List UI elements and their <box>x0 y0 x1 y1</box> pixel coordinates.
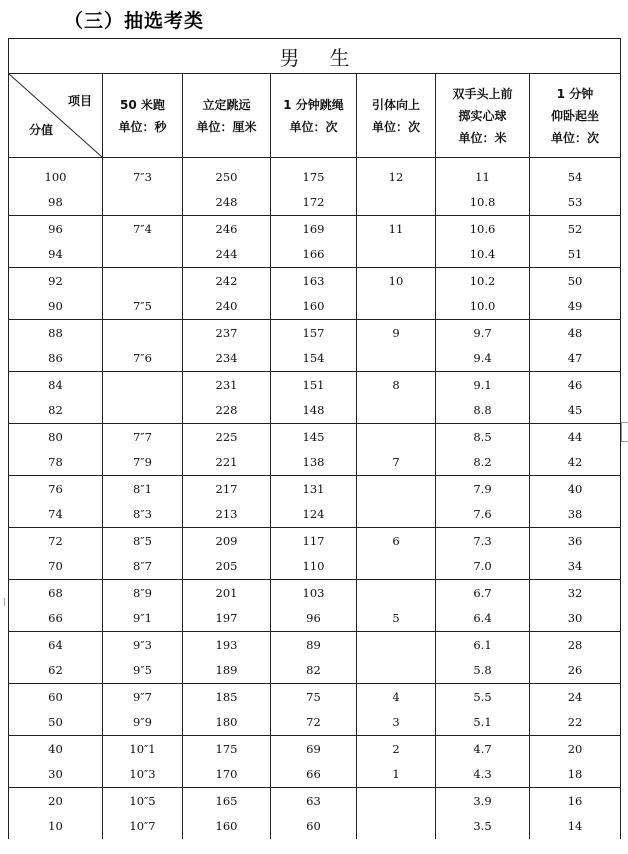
value-cell: 175 <box>271 164 357 190</box>
column-header-line: 单位：次 <box>289 119 338 134</box>
value-cell: 117 <box>271 528 357 554</box>
table-row <box>9 528 621 554</box>
table-row <box>9 684 621 710</box>
value-cell: 3 <box>357 710 436 736</box>
column-header-line: 双手头上前 <box>452 86 513 101</box>
value-cell: 189 <box>183 658 271 684</box>
value-cell: 124 <box>271 502 357 528</box>
value-cell: 209 <box>183 528 271 554</box>
value-cell: 8.5 <box>436 424 530 450</box>
score-cell: 50 <box>9 710 103 736</box>
value-cell <box>357 814 436 840</box>
value-cell: 12 <box>357 164 436 190</box>
value-cell: 8″9 <box>103 580 183 606</box>
value-cell <box>357 658 436 684</box>
value-cell: 4.3 <box>436 762 530 788</box>
value-cell: 10″1 <box>103 736 183 762</box>
value-cell: 32 <box>530 580 621 606</box>
score-cell: 88 <box>9 320 103 346</box>
column-header <box>271 74 357 158</box>
value-cell: 51 <box>530 242 621 268</box>
column-header-line: 单位：米 <box>458 130 507 145</box>
score-cell: 84 <box>9 372 103 398</box>
value-cell: 10″5 <box>103 788 183 814</box>
value-cell: 8″7 <box>103 554 183 580</box>
score-cell: 94 <box>9 242 103 268</box>
value-cell: 157 <box>271 320 357 346</box>
value-cell: 6 <box>357 528 436 554</box>
value-cell: 10.4 <box>436 242 530 268</box>
value-cell: 217 <box>183 476 271 502</box>
value-cell: 11 <box>357 216 436 242</box>
value-cell: 250 <box>183 164 271 190</box>
value-cell: 154 <box>271 346 357 372</box>
table-row <box>9 398 621 424</box>
table-row <box>9 320 621 346</box>
score-cell: 70 <box>9 554 103 580</box>
value-cell <box>103 398 183 424</box>
value-cell: 2 <box>357 736 436 762</box>
value-cell: 14 <box>530 814 621 840</box>
score-cell: 80 <box>9 424 103 450</box>
value-cell: 3.5 <box>436 814 530 840</box>
value-cell: 165 <box>183 788 271 814</box>
value-cell <box>357 242 436 268</box>
score-cell: 64 <box>9 632 103 658</box>
value-cell <box>103 320 183 346</box>
value-cell: 228 <box>183 398 271 424</box>
value-cell: 9″7 <box>103 684 183 710</box>
value-cell: 36 <box>530 528 621 554</box>
value-cell: 9″5 <box>103 658 183 684</box>
value-cell: 8″1 <box>103 476 183 502</box>
value-cell: 11 <box>436 164 530 190</box>
scoring-table <box>8 38 621 839</box>
value-cell: 9.1 <box>436 372 530 398</box>
value-cell: 240 <box>183 294 271 320</box>
column-header-line: 掷实心球 <box>458 108 507 123</box>
value-cell: 53 <box>530 190 621 216</box>
value-cell: 197 <box>183 606 271 632</box>
score-cell: 74 <box>9 502 103 528</box>
table-row <box>9 658 621 684</box>
table-row <box>9 424 621 450</box>
value-cell: 7″4 <box>103 216 183 242</box>
value-cell: 44 <box>530 424 621 450</box>
value-cell <box>357 190 436 216</box>
value-cell <box>103 372 183 398</box>
table-row <box>9 814 621 840</box>
value-cell <box>357 294 436 320</box>
score-cell: 90 <box>9 294 103 320</box>
column-header-line: 单位：厘米 <box>196 119 257 134</box>
value-cell: 170 <box>183 762 271 788</box>
column-header-line: 1 分钟跳绳 <box>283 97 344 112</box>
value-cell: 9.7 <box>436 320 530 346</box>
value-cell: 89 <box>271 632 357 658</box>
value-cell: 231 <box>183 372 271 398</box>
score-cell: 60 <box>9 684 103 710</box>
value-cell: 42 <box>530 450 621 476</box>
value-cell: 22 <box>530 710 621 736</box>
value-cell: 3.9 <box>436 788 530 814</box>
table-row <box>9 554 621 580</box>
value-cell: 234 <box>183 346 271 372</box>
value-cell: 1 <box>357 762 436 788</box>
gender-header-row <box>9 39 621 74</box>
value-cell: 185 <box>183 684 271 710</box>
value-cell: 151 <box>271 372 357 398</box>
corner-label-item: 项目 <box>67 94 92 108</box>
table-row <box>9 788 621 814</box>
section-title: （三）抽选考类 <box>64 10 205 32</box>
gender-title: 男生 <box>9 39 621 74</box>
value-cell: 9″9 <box>103 710 183 736</box>
score-cell: 68 <box>9 580 103 606</box>
table-row <box>9 632 621 658</box>
score-cell: 62 <box>9 658 103 684</box>
value-cell: 7″6 <box>103 346 183 372</box>
value-cell <box>357 502 436 528</box>
value-cell: 10.8 <box>436 190 530 216</box>
score-cell: 92 <box>9 268 103 294</box>
table-row <box>9 190 621 216</box>
value-cell: 7″3 <box>103 164 183 190</box>
column-header <box>103 74 183 158</box>
scoring-table-container <box>8 38 620 839</box>
column-header <box>357 74 436 158</box>
value-cell: 46 <box>530 372 621 398</box>
score-cell: 20 <box>9 788 103 814</box>
value-cell: 28 <box>530 632 621 658</box>
value-cell: 10.2 <box>436 268 530 294</box>
table-row <box>9 294 621 320</box>
value-cell: 4.7 <box>436 736 530 762</box>
value-cell: 45 <box>530 398 621 424</box>
value-cell: 47 <box>530 346 621 372</box>
value-cell: 10.0 <box>436 294 530 320</box>
table-row <box>9 762 621 788</box>
score-cell: 72 <box>9 528 103 554</box>
column-header <box>436 74 530 158</box>
corner-label-score: 分值 <box>29 123 54 137</box>
value-cell: 10″7 <box>103 814 183 840</box>
score-cell: 76 <box>9 476 103 502</box>
value-cell: 5 <box>357 606 436 632</box>
value-cell: 9 <box>357 320 436 346</box>
value-cell: 69 <box>271 736 357 762</box>
page-edge-mark-left <box>0 598 5 606</box>
score-cell: 78 <box>9 450 103 476</box>
value-cell: 4 <box>357 684 436 710</box>
value-cell: 75 <box>271 684 357 710</box>
value-cell: 193 <box>183 632 271 658</box>
value-cell <box>357 346 436 372</box>
value-cell: 52 <box>530 216 621 242</box>
value-cell: 145 <box>271 424 357 450</box>
column-header-line: 仰卧起坐 <box>551 108 600 123</box>
value-cell: 60 <box>271 814 357 840</box>
value-cell: 10.6 <box>436 216 530 242</box>
page-edge-mark <box>621 422 628 442</box>
value-cell: 82 <box>271 658 357 684</box>
value-cell: 7.3 <box>436 528 530 554</box>
value-cell: 9″3 <box>103 632 183 658</box>
value-cell: 213 <box>183 502 271 528</box>
table-row <box>9 216 621 242</box>
value-cell: 148 <box>271 398 357 424</box>
score-cell: 96 <box>9 216 103 242</box>
value-cell: 7 <box>357 450 436 476</box>
table-row <box>9 372 621 398</box>
score-cell: 10 <box>9 814 103 840</box>
value-cell: 9.4 <box>436 346 530 372</box>
value-cell <box>103 268 183 294</box>
column-header-line: 1 分钟 <box>556 86 594 101</box>
value-cell: 6.7 <box>436 580 530 606</box>
value-cell: 50 <box>530 268 621 294</box>
value-cell: 172 <box>271 190 357 216</box>
value-cell: 26 <box>530 658 621 684</box>
value-cell: 7″5 <box>103 294 183 320</box>
score-cell: 66 <box>9 606 103 632</box>
table-row <box>9 242 621 268</box>
score-cell: 82 <box>9 398 103 424</box>
table-row <box>9 450 621 476</box>
value-cell: 16 <box>530 788 621 814</box>
table-row <box>9 476 621 502</box>
value-cell: 66 <box>271 762 357 788</box>
value-cell: 160 <box>183 814 271 840</box>
value-cell: 38 <box>530 502 621 528</box>
value-cell: 110 <box>271 554 357 580</box>
value-cell: 5.8 <box>436 658 530 684</box>
value-cell: 20 <box>530 736 621 762</box>
value-cell <box>357 398 436 424</box>
value-cell <box>357 476 436 502</box>
value-cell <box>357 632 436 658</box>
score-cell: 86 <box>9 346 103 372</box>
value-cell: 7″9 <box>103 450 183 476</box>
value-cell: 6.4 <box>436 606 530 632</box>
table-row <box>9 164 621 190</box>
value-cell: 166 <box>271 242 357 268</box>
table-row <box>9 268 621 294</box>
value-cell: 10″3 <box>103 762 183 788</box>
value-cell: 5.1 <box>436 710 530 736</box>
value-cell: 244 <box>183 242 271 268</box>
value-cell: 18 <box>530 762 621 788</box>
value-cell: 103 <box>271 580 357 606</box>
table-row <box>9 710 621 736</box>
value-cell: 8.8 <box>436 398 530 424</box>
table-row <box>9 606 621 632</box>
value-cell: 221 <box>183 450 271 476</box>
score-cell: 40 <box>9 736 103 762</box>
value-cell: 205 <box>183 554 271 580</box>
value-cell: 7″7 <box>103 424 183 450</box>
value-cell: 7.0 <box>436 554 530 580</box>
value-cell: 10 <box>357 268 436 294</box>
value-cell: 160 <box>271 294 357 320</box>
value-cell <box>357 554 436 580</box>
value-cell <box>357 788 436 814</box>
value-cell: 225 <box>183 424 271 450</box>
value-cell: 242 <box>183 268 271 294</box>
value-cell: 5.5 <box>436 684 530 710</box>
score-cell: 100 <box>9 164 103 190</box>
value-cell: 30 <box>530 606 621 632</box>
value-cell: 8.2 <box>436 450 530 476</box>
value-cell: 49 <box>530 294 621 320</box>
column-header <box>530 74 621 158</box>
value-cell: 246 <box>183 216 271 242</box>
value-cell: 8 <box>357 372 436 398</box>
value-cell <box>103 190 183 216</box>
value-cell: 175 <box>183 736 271 762</box>
value-cell: 54 <box>530 164 621 190</box>
value-cell: 72 <box>271 710 357 736</box>
score-cell: 98 <box>9 190 103 216</box>
value-cell: 6.1 <box>436 632 530 658</box>
value-cell <box>357 580 436 606</box>
table-row <box>9 580 621 606</box>
column-header-line: 单位：秒 <box>118 119 167 134</box>
value-cell: 34 <box>530 554 621 580</box>
value-cell <box>103 242 183 268</box>
corner-header-cell <box>9 74 103 158</box>
score-cell: 30 <box>9 762 103 788</box>
value-cell: 138 <box>271 450 357 476</box>
table-body <box>9 158 621 840</box>
value-cell: 237 <box>183 320 271 346</box>
value-cell: 163 <box>271 268 357 294</box>
value-cell: 180 <box>183 710 271 736</box>
corner-diagonal-line <box>9 74 102 157</box>
value-cell: 63 <box>271 788 357 814</box>
column-header-line: 引体向上 <box>371 97 420 112</box>
value-cell: 40 <box>530 476 621 502</box>
column-header <box>183 74 271 158</box>
value-cell: 48 <box>530 320 621 346</box>
table-row <box>9 346 621 372</box>
value-cell: 9″1 <box>103 606 183 632</box>
value-cell: 8″3 <box>103 502 183 528</box>
value-cell: 24 <box>530 684 621 710</box>
value-cell: 7.6 <box>436 502 530 528</box>
table-row <box>9 736 621 762</box>
value-cell: 8″5 <box>103 528 183 554</box>
column-header-line: 立定跳远 <box>202 97 251 112</box>
value-cell <box>357 424 436 450</box>
value-cell: 96 <box>271 606 357 632</box>
value-cell: 131 <box>271 476 357 502</box>
value-cell: 169 <box>271 216 357 242</box>
column-header-row <box>9 74 621 158</box>
column-header-line: 单位：次 <box>371 119 420 134</box>
value-cell: 201 <box>183 580 271 606</box>
column-header-line: 单位：次 <box>551 130 600 145</box>
value-cell: 7.9 <box>436 476 530 502</box>
value-cell: 248 <box>183 190 271 216</box>
table-row <box>9 502 621 528</box>
column-header-line: 50 米跑 <box>120 97 165 112</box>
